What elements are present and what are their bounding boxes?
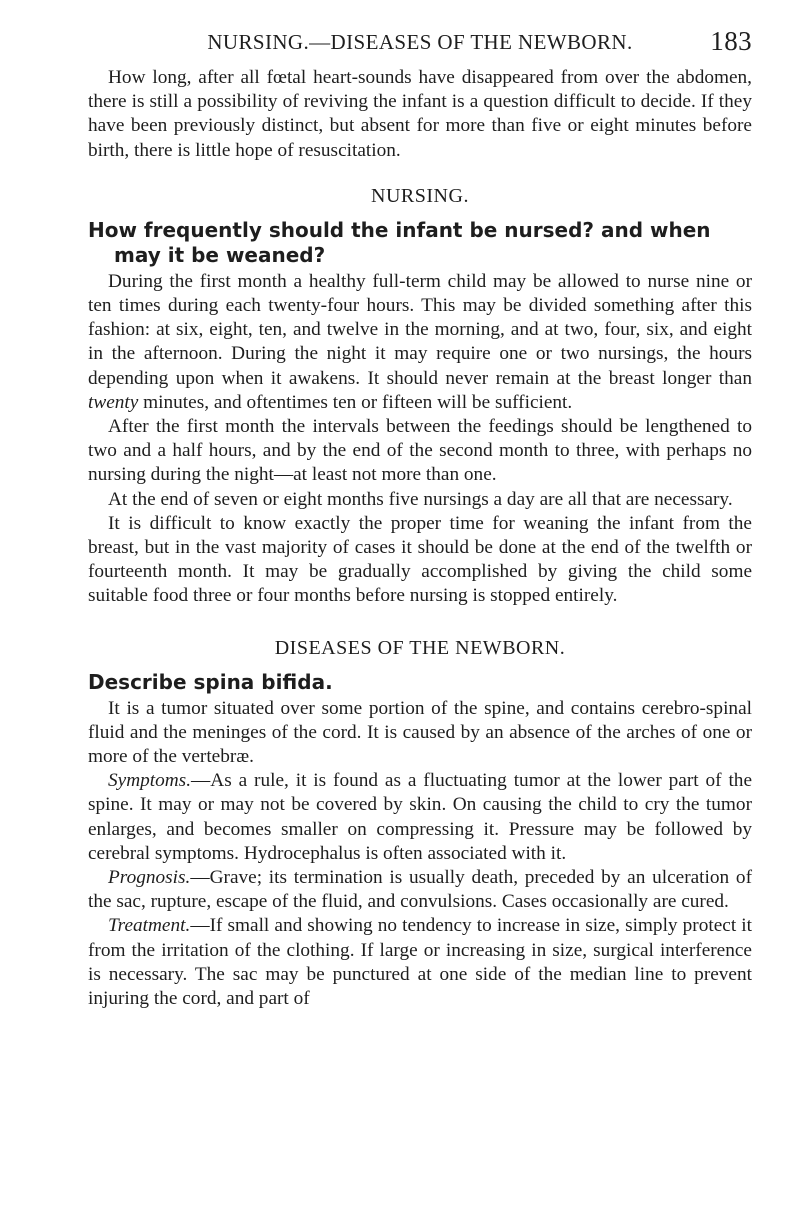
symptoms-label: Symptoms. — [108, 770, 192, 792]
page-number: 183 — [710, 26, 752, 56]
treatment-paragraph — [88, 914, 752, 1011]
prognosis-paragraph — [88, 866, 752, 914]
symptoms-paragraph — [88, 769, 752, 866]
intro-paragraph: How long, after all fœtal heart-sounds have disappeared from over the abdomen, there is still a possibility of reviving the infant is a question difficult to decide. If they have been previously distinct, but absent for more than five or eight minutes before birth, there is little hope of resuscitation. — [88, 67, 752, 161]
running-head — [88, 26, 752, 66]
treatment-text: —If small and showing no tendency to increase in size, simply protect it from the irritation of the clothing. If large or increasing in size, surgical interference is necessary. The sac may be punctured at one side of the median line to prevent injuring the cord, and part of — [88, 915, 752, 1010]
question-nursing: How frequently should the infant be nursed? and when may it be weaned? — [88, 217, 711, 267]
nursing-paragraph-4: It is difficult to know exactly the proper time for weaning the infant from the breast, but in the vast majority of cases it should be done at the end of the twelfth or fourteenth month. It may be gradually accomplished by giving the child some suitable food three or four months before nursing is stopped entirely. — [88, 512, 752, 607]
symptoms-text: —As a rule, it is found as a fluctuating tumor at the lower part of the spine. It may or may not be covered by skin. On causing the child to cry the tumor enlarges, and becomes smaller on compressing it. Pressure may be followed by cerebral symptoms. Hydrocephalus is often associated with it. — [88, 770, 752, 864]
section-heading-nursing: NURSING. — [371, 184, 469, 207]
section-heading-diseases: DISEASES OF THE NEWBORN. — [274, 636, 566, 659]
running-head-title: NURSING.—DISEASES OF THE NEWBORN. — [207, 30, 633, 54]
question-spina-bifida: Describe spina bifida. — [88, 669, 333, 694]
spina-bifida-paragraph-1: It is a tumor situated over some portion of the spine, and contains cerebro-spinal fluid and the meninges of the cord. It is caused by an absence of the arches of one or more of the vertebræ. — [88, 697, 752, 768]
prognosis-text: —Grave; its termination is usually death, preceded by an ulceration of the sac, rupture, escape of the fluid, and convulsions. Cases occasionally are cured. — [88, 867, 752, 913]
nursing-p1-emphasis: twenty — [88, 391, 139, 413]
nursing-p1-text-b: minutes, and oftentimes ten or fifteen will be sufficient. — [138, 391, 573, 413]
nursing-paragraph-3: At the end of seven or eight months five nursings a day are all that are necessary. — [108, 488, 733, 510]
nursing-p1-text-a: During the first month a healthy full-term child may be allowed to nurse nine or ten times during each twenty-four hours. This may be divided something after this fashion: at six, eight, ten, and twelve in the morning, and at two, four, six, and eight in the afternoon. During the night it may require one or two nursings, the hours depending upon when it awakens. It should never remain at the breast longer than — [88, 270, 752, 389]
nursing-paragraph-2: After the first month the intervals between the feedings should be lengthened to two and a half hours, and by the end of the second month to three, with perhaps no nursing during the night—at least not more than one. — [88, 416, 752, 486]
nursing-paragraph-1 — [88, 270, 752, 415]
treatment-label: Treatment. — [108, 915, 191, 937]
book-page — [88, 26, 752, 1011]
prognosis-label: Prognosis. — [108, 867, 191, 889]
